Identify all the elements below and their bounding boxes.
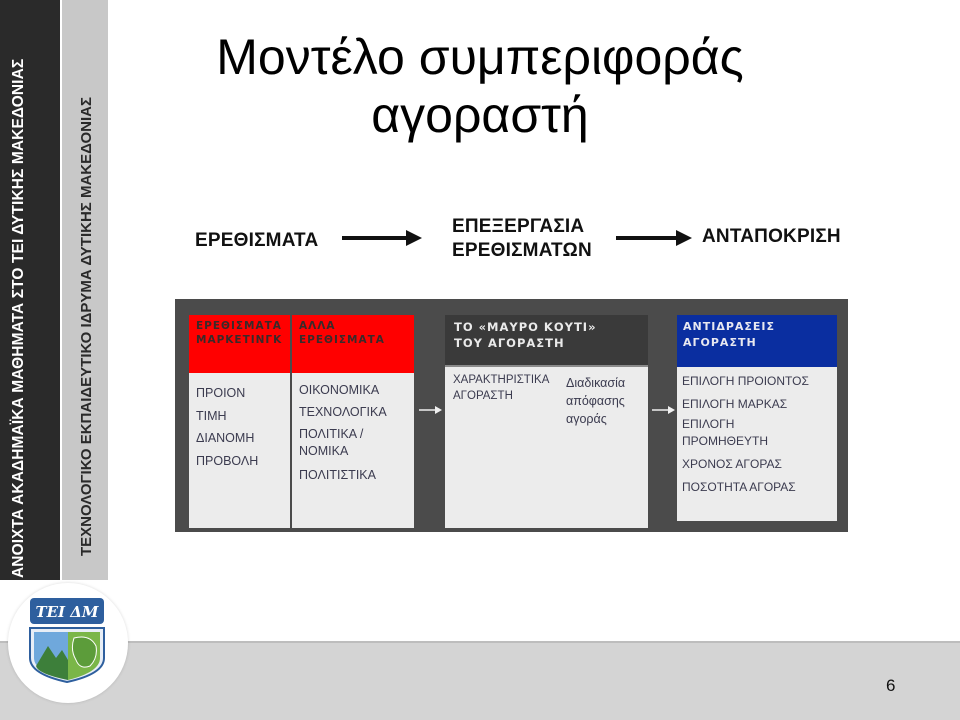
buyer-behavior-diagram xyxy=(175,299,848,532)
response-header-line-1: ΑΝΤΙΔΡΑΣΕΙΣ xyxy=(683,320,776,333)
black-box-header xyxy=(454,319,597,351)
list-item: ΠΟΛΙΤΙΣΤΙΚΑ xyxy=(299,468,376,482)
arrow-right-icon xyxy=(616,227,694,249)
response-items xyxy=(682,373,809,495)
response-header-line-2: ΑΓΟΡΑΣΤΗ xyxy=(683,336,757,349)
list-item: ΟΙΚΟΝΟΜΙΚΑ xyxy=(299,383,380,397)
list-item: ΑΓΟΡΑΣΤΗ xyxy=(453,390,513,402)
list-item: ΤΙΜΗ xyxy=(196,408,227,423)
list-item: ΝΟΜΙΚΑ xyxy=(299,444,349,458)
black-box-header-line xyxy=(445,365,648,367)
stimuli-divider xyxy=(290,315,292,528)
left-sidebar-dark xyxy=(0,0,60,580)
list-item: ΧΡΟΝΟΣ ΑΓΟΡΑΣ xyxy=(682,457,782,471)
decision-process xyxy=(566,374,625,428)
list-item: Διαδικασία xyxy=(566,376,626,390)
other-items xyxy=(299,382,407,483)
tei-logo xyxy=(24,596,110,684)
list-item: ΠΟΛΙΤΙΚΑ / xyxy=(299,427,364,441)
list-item: ΔΙΑΝΟΜΗ xyxy=(196,431,255,445)
slide-title xyxy=(120,28,840,144)
flow-stimuli-label: ΕΡΕΘΙΣΜΑΤΑ xyxy=(195,230,319,251)
other-header-line-2: ΕΡΕΘΙΣΜΑΤΑ xyxy=(299,334,385,346)
black-box-header-line-1: ΤΟ «ΜΑΥΡΟ ΚΟΥΤΙ» xyxy=(454,320,597,334)
other-header-line-1: ΑΛΛΑ xyxy=(299,320,336,332)
title-line-1: Μοντέλο συμπεριφοράς xyxy=(216,29,744,85)
list-item: ΕΠΙΛΟΓΗ ΠΡΟΙΟΝΤΟΣ xyxy=(682,374,809,388)
list-item: ΤΕΧΝΟΛΟΓΙΚΑ xyxy=(299,405,387,419)
response-header xyxy=(683,319,775,351)
small-arrow-icon xyxy=(652,404,676,416)
footer-bar xyxy=(0,643,960,720)
list-item: ΠΟΣΟΤΗΤΑ ΑΓΟΡΑΣ xyxy=(682,480,796,494)
marketing-header-line-2: ΜΑΡΚΕΤΙΝΓΚ xyxy=(196,334,283,346)
logo-text: ΤΕΙ ΔΜ xyxy=(35,603,99,621)
list-item: ΕΠΙΛΟΓΗ ΜΑΡΚΑΣ xyxy=(682,397,788,411)
flow-response-label: ΑΝΤΑΠΟΚΡΙΣΗ xyxy=(702,226,841,247)
flow-processing-line-2: ΕΡΕΘΙΣΜΑΤΩΝ xyxy=(452,240,592,261)
sidebar-vertical-text-2: ΤΕΧΝΟΛΟΓΙΚΟ ΕΚΠΑΙΔΕΥΤΙΚΟ ΙΔΡΥΜΑ ΔΥΤΙΚΗΣ ΜΑΚΕΔΟΝΙΑΣ xyxy=(78,96,95,556)
black-box-header-line-2: ΤΟΥ ΑΓΟΡΑΣΤΗ xyxy=(454,336,565,350)
list-item: ΠΡΟΜΗΘΕΥΤΗ xyxy=(682,434,769,448)
flow-processing-label xyxy=(452,215,592,263)
flow-processing-line-1: ΕΠΕΞΕΡΓΑΣΙΑ xyxy=(452,216,585,237)
marketing-items xyxy=(196,382,258,472)
marketing-header-line-1: ΕΡΕΘΙΣΜΑΤΑ xyxy=(196,320,282,332)
list-item: ΕΠΙΛΟΓΗ xyxy=(682,417,735,431)
other-stimuli-header xyxy=(299,319,385,347)
list-item: ΠΡΟΙΟΝ xyxy=(196,386,246,400)
buyer-characteristics xyxy=(453,372,549,404)
list-item: ΠΡΟΒΟΛΗ xyxy=(196,453,259,468)
sidebar-vertical-text-1: ΑΝΟΙΧΤΑ ΑΚΑΔΗΜΑΪΚΑ ΜΑΘΗΜΑΤΑ ΣΤΟ ΤΕΙ ΔΥΤΙΚΗΣ ΜΑΚΕΔΟΝΙΑΣ xyxy=(10,58,27,578)
arrow-right-icon xyxy=(342,227,424,249)
small-arrow-icon xyxy=(419,404,443,416)
list-item: ΧΑΡΑΚΤΗΡΙΣΤΙΚΑ xyxy=(453,374,550,386)
list-item: απόφασης xyxy=(566,394,625,408)
marketing-stimuli-header xyxy=(196,319,282,347)
title-line-2: αγοραστή xyxy=(371,87,589,143)
page-number: 6 xyxy=(886,676,896,695)
list-item: αγοράς xyxy=(566,412,607,426)
